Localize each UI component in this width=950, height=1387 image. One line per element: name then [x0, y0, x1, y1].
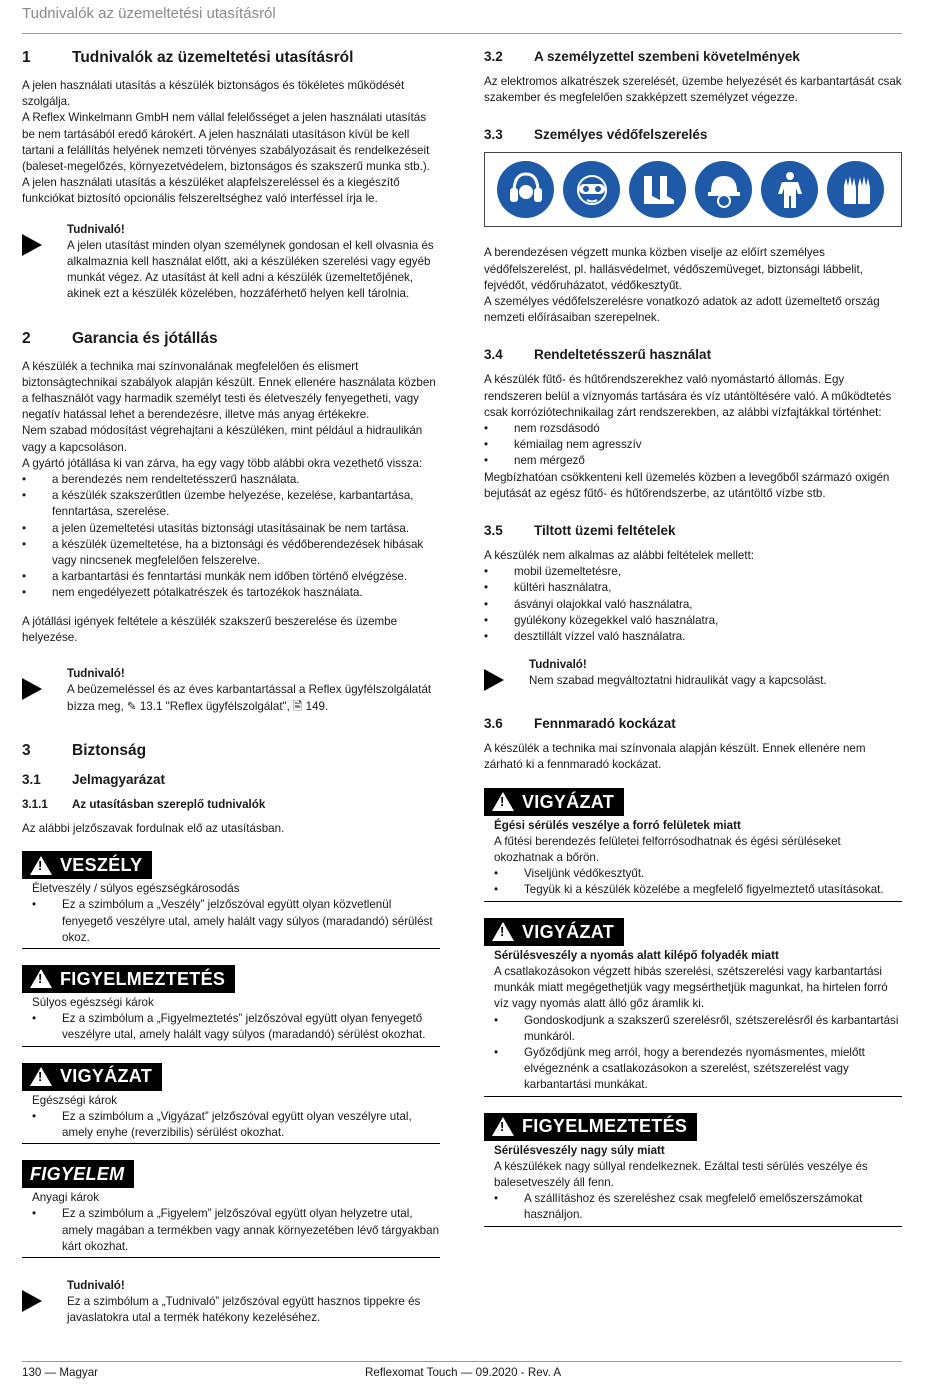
paragraph: A Reflex Winkelmann GmbH nem vállal felelősséget a jelen használati utasítás be nem tartásából eredő károkért. A jelen használati utasításon kívül be kell tartani a felállítás helyének nemzeti törvényes szabályozásait és rendelkezéseit (baleset-megelőzés, környezetvédelem, biztonságos és szakszerű munka stb.). [22, 111, 430, 174]
section-title: Az utasításban szereplő tudnivalók [72, 797, 266, 811]
safety-boots-icon [629, 161, 686, 218]
section-title: Jelmagyarázat [72, 771, 166, 787]
section-3-5-heading [484, 522, 902, 540]
water-type-list [484, 421, 902, 470]
paragraph: A készülék nem alkalmas az alábbi feltételek mellett: [484, 549, 755, 563]
section-number: 3.2 [484, 49, 503, 64]
section-title: Személyes védőfelszerelés [534, 127, 708, 143]
danger-signal-block [22, 851, 440, 949]
list-item: • nem rozsdásodó [484, 421, 902, 437]
badge-label: FIGYELMEZTETÉS [522, 1116, 688, 1137]
ppe-pictogram-strip [484, 152, 902, 227]
badge-label: FIGYELEM [30, 1164, 125, 1185]
paragraph: A készülék fűtő- és hűtőrendszerekhez való nyomástartó állomás. Egy rendszeren belül a víznyomás tartására és víz utántöltésére való. A működtetés csak korróziótechnikailag zárt rendszerekben, az alábbi vízfajtákkal történhet: [484, 373, 892, 419]
section-3-4-heading [484, 346, 902, 364]
paragraph: A készülék a technika mai színvonala alapján készült. Ennek ellenére nem zárható ki a fennmaradó kockázat. [484, 742, 866, 772]
signal-subtitle: Egészségi károk [32, 1093, 118, 1107]
warning-triangle-icon [30, 856, 52, 875]
risk-title: Sérülésveszély nagy súly miatt [494, 1143, 665, 1157]
paragraph: A berendezésen végzett munka közben viselje az előírt személyes védőfelszerelést, pl. hallásvédelmet, védőszemüveget, biztonsági lábbelit, fejvédőt, védőruházatot, védőkesztyűt. [484, 246, 863, 292]
warning-badge [484, 1113, 697, 1141]
notice-signal-block [22, 1160, 440, 1258]
warning-triangle-icon [492, 922, 514, 941]
warning-triangle-icon [492, 1117, 514, 1136]
notice-arrow-icon [22, 1278, 67, 1327]
badge-label: VESZÉLY [60, 855, 143, 875]
goggles-icon [563, 161, 620, 218]
footer-rule [22, 1361, 902, 1362]
list-item: • kémiailag nem agresszív [484, 437, 902, 453]
header-rule [22, 33, 902, 34]
badge-label: VIGYÁZAT [522, 921, 615, 942]
section-2-heading [22, 329, 440, 349]
caution-badge [22, 1063, 162, 1091]
section-number: 3.4 [484, 347, 503, 363]
paragraph: A készülék a technika mai színvonalának megfelelően és elismert biztonságtechnikai szabályok alapján készült. Ennek ellenére használata közben a felhasználót vagy harmadik személyt testi és életveszély fenyegetheti, vagy negatív hatással lehet a berendezésre, illetve más anyag értékekre. [22, 359, 436, 422]
section-3-heading [22, 741, 440, 761]
list-item: • a berendezés nem rendeltetésszerű használata. [22, 472, 440, 488]
list-item: • a készülék szakszerűtlen üzembe helyezése, kezelése, karbantartása, fenntartása, szerelése. [22, 488, 440, 520]
caution-badge [484, 788, 624, 816]
list-item: • nem engedélyezett pótalkatrészek és tartozékok használata. [22, 585, 440, 601]
warranty-exclusion-list [22, 472, 440, 602]
paragraph: A jelen használati utasítás a készüléket alapfelszereléssel és a kiegészítő funkciókat biztosító opcionális felszereltséghez való interféssel írja le. [22, 176, 400, 206]
section-number: 1 [22, 49, 31, 66]
list-item: • gyúlékony közegekkel való használatra, [484, 613, 902, 629]
section-1-heading [22, 48, 440, 68]
list-item: • a készülék üzemeltetése, ha a biztonsági és védőberendezések hibásak vagy nincsenek megfelelően felszerelve. [22, 537, 440, 569]
section-title: Tudnivalók az üzemeltetési utasításról [72, 49, 354, 66]
notice-text: Nem szabad megváltoztatni hidraulikát vagy a kapcsolást. [529, 674, 827, 688]
section-title: Rendeltetésszerű használat [534, 347, 712, 363]
notice-text: A jelen utasítást minden olyan személynek gondosan el kell olvasnia és alkalmaznia kell használat előtt, aki a készüléken szerelési vagy egyéb munkát végez. Az utasítást át kell adni a készülék üzemeltetőjének, akinek ezt a készülék közelében, hozzáférhető helyen kell tárolnia. [67, 238, 434, 301]
section-number: 3.1 [22, 771, 41, 787]
paragraph: A személyes védőfelszerelésre vonatkozó adatok az adott üzemeltető ország nemzeti előírásaiban szerepelnek. [484, 295, 880, 325]
paragraph: Nem szabad módosítást végrehajtani a készüléken, mint például a hidraulikán vagy a kapcsoláson. [22, 424, 423, 454]
right-column [484, 48, 902, 1243]
prohibited-conditions-list [484, 564, 902, 645]
paragraph: Megbízhatóan csökkenteni kell üzemelés közben a levegőből származó oxigén bejutását az egész fűtő- és hűtőrendszerbe, az utántöltő vízbe stb. [484, 470, 890, 500]
list-item: • a jelen üzemeltetési utasítás biztonsági utasításainak be nem tartása. [22, 521, 440, 537]
left-column [22, 48, 440, 1347]
warning-triangle-icon [30, 969, 52, 988]
notice-title: Tudnivaló! [529, 658, 587, 672]
page-number: 130 — Magyar [22, 1366, 99, 1379]
overalls-icon [761, 161, 818, 218]
burn-risk-block [484, 788, 902, 902]
section-number: 3.6 [484, 716, 503, 732]
list-item: • Ez a szimbólum a „Veszély” jelzőszóval együtt olyan közvetlenül fenyegető veszélyre utal, amely halált vagy súlyos (maradandó) sérülést okoz. [32, 897, 440, 946]
paragraph: A jelen használati utasítás a készülék biztonságos és tökéletes működését szolgálja. [22, 79, 405, 109]
signal-subtitle: Anyagi károk [32, 1191, 100, 1205]
risk-title: Égési sérülés veszélye a forró felületek miatt [494, 818, 741, 832]
notice-text: A beüzemeléssel és az éves karbantartással a Reflex ügyfélszolgálatát bízza meg, ✎ 13.1 "Reflex ügyfélszolgálat", 🖹 149. [67, 683, 432, 713]
section-number: 3.5 [484, 523, 503, 539]
signal-subtitle: Életveszély / súlyos egészségkárosodás [32, 882, 240, 896]
list-item: • mobil üzemeltetésre, [484, 564, 902, 580]
notice-box [22, 666, 440, 715]
paragraph: A gyártó jótállása ki van zárva, ha egy vagy több alábbi okra vezethető vissza: [22, 456, 423, 470]
notice-title: Tudnivaló! [67, 222, 125, 236]
list-item: • nem mérgező [484, 453, 902, 469]
notice-arrow-icon [484, 657, 529, 691]
running-head: Tudnivalók az üzemeltetési utasításról [22, 5, 276, 22]
list-item: • ásványi olajokkal való használatra, [484, 597, 902, 613]
notice-box [22, 222, 440, 303]
section-title: Fennmaradó kockázat [534, 716, 676, 732]
section-number: 3.1.1 [22, 797, 48, 811]
section-3-3-heading [484, 126, 902, 144]
section-number: 3 [22, 741, 31, 759]
list-item: • Ez a szimbólum a „Figyelem” jelzőszóval együtt olyan helyzetre utal, amely magában a termékben vagy annak környezetében lévő tárgyakban kárt okozhat. [32, 1206, 440, 1255]
caution-badge [484, 918, 624, 946]
list-item: • Ez a szimbólum a „Figyelmeztetés” jelzőszóval együtt olyan fenyegető veszélyre utal, amely halált vagy súlyos (maradandó) sérülést okozhat. [32, 1011, 440, 1043]
risk-text: A fűtési berendezés felületei felforrósodhatnak és égési sérüléseket okozhatnak a bőrön. [494, 834, 841, 865]
list-item: • kültéri használatra, [484, 580, 902, 596]
notice-title: Tudnivaló! [67, 1278, 125, 1292]
section-3-2-heading [484, 48, 902, 66]
caution-signal-block [22, 1063, 440, 1145]
ear-protection-icon [497, 161, 554, 218]
pressure-risk-block [484, 918, 902, 1097]
list-item: • a karbantartási és fenntartási munkák nem időben történő elvégzése. [22, 569, 440, 585]
list-item: • Győződjünk meg arról, hogy a berendezés nyomásmentes, mielőtt elvégeznénk a csatlakozásokon a szerelést, szétszerelést vagy karbantartási munkákat. [494, 1045, 902, 1094]
notice-badge [22, 1160, 134, 1188]
list-item: • Gondoskodjunk a szakszerű szerelésről, szétszerelésről és karbantartási munkáról. [494, 1013, 902, 1045]
risk-text: A készülékek nagy súllyal rendelkeznek. Ezáltal testi sérülés veszélye és balesetveszély áll fenn. [494, 1159, 868, 1189]
gloves-icon [827, 161, 884, 218]
section-title: Tiltott üzemi feltételek [534, 523, 676, 539]
paragraph: Az alábbi jelzőszavak fordulnak elő az utasításban. [22, 821, 285, 835]
list-item: • A szállításhoz és szereléshez csak megfelelő emelőszerszámokat használjon. [494, 1191, 902, 1223]
document-id: Reflexomat Touch — 09.2020 - Rev. A [365, 1366, 562, 1379]
notice-text: Ez a szimbólum a „Tudnivaló” jelzőszóval együtt hasznos tippekre és javaslatokra utal a termék hatékony kezeléséhez. [67, 1295, 421, 1325]
paragraph: Az elektromos alkatrészek szerelését, üzembe helyezését és karbantartását csak szakember és megfelelően szakképzett személyzet végezze. [484, 75, 902, 105]
notice-arrow-icon [22, 222, 67, 303]
list-item: • desztillált vízzel való használatra. [484, 629, 902, 645]
section-title: Biztonság [72, 741, 147, 759]
warning-signal-block [22, 965, 440, 1047]
risk-title: Sérülésveszély a nyomás alatt kilépő folyadék miatt [494, 948, 779, 962]
notice-title: Tudnivaló! [67, 667, 125, 681]
list-item: • Tegyük ki a készülék közelébe a megfelelő figyelmeztető utasításokat. [494, 882, 902, 898]
danger-badge [22, 851, 152, 879]
badge-label: VIGYÁZAT [60, 1066, 153, 1087]
weight-risk-block [484, 1113, 902, 1227]
section-3-1-1-heading [22, 797, 440, 813]
notice-arrow-icon [22, 666, 67, 715]
paragraph: A jótállási igények feltétele a készülék szakszerű beszerelése és üzembe helyezése. [22, 614, 398, 644]
warning-triangle-icon [30, 1067, 52, 1086]
section-number: 2 [22, 329, 31, 347]
helmet-icon [695, 161, 752, 218]
section-title: A személyzettel szembeni követelmények [534, 49, 800, 64]
badge-label: VIGYÁZAT [522, 791, 615, 812]
warning-badge [22, 965, 235, 993]
notice-box [22, 1278, 440, 1327]
section-3-1-heading [22, 771, 440, 789]
notice-box [484, 657, 902, 691]
section-title: Garancia és jótállás [72, 329, 218, 347]
risk-text: A csatlakozásokon végzett hibás szerelési, szétszerelési vagy karbantartási munkák miatt megégethetjük vagy megsérthetjük magunkat, ha hirtelen forró víz vagy nyomás alatt álló gőz áramlik ki. [494, 964, 888, 1011]
section-3-6-heading [484, 715, 902, 733]
badge-label: FIGYELMEZTETÉS [60, 968, 226, 989]
section-number: 3.3 [484, 127, 503, 143]
list-item: • Ez a szimbólum a „Vigyázat” jelzőszóval együtt olyan veszélyre utal, amely enyhe (reverzibilis) sérülést okozhat. [32, 1109, 440, 1141]
warning-triangle-icon [492, 792, 514, 811]
list-item: • Viseljünk védőkesztyűt. [494, 866, 902, 882]
signal-subtitle: Súlyos egészségi károk [32, 995, 154, 1009]
